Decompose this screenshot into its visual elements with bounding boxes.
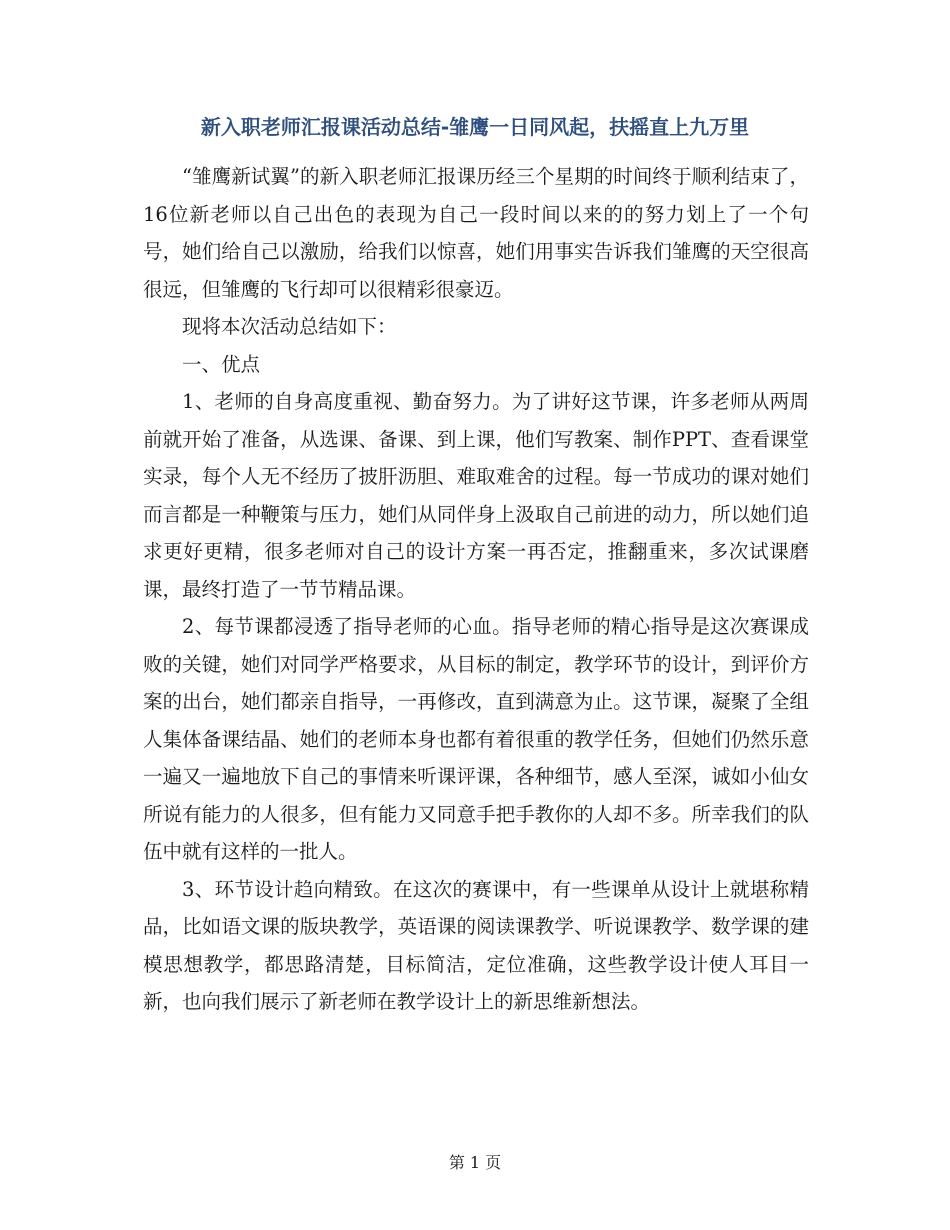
document-title: 新入职老师汇报课活动总结-雏鹰一日同风起，扶摇直上九万里 — [200, 115, 750, 139]
paragraph-summary-lead: 现将本次活动总结如下： — [182, 315, 397, 338]
section-heading-strengths: 一、优点 — [182, 352, 261, 376]
paragraph-point-3: 3、环节设计趋向精致。在这次的赛课中，有一些课单从设计上就堪称精品，比如语文课的版块教学，英语课的阅读课教学、听说课教学、数学课的建模思想教学，都思路清楚，目标简洁，定位准确，这些教学设计使人耳目一新，也向我们展示了新老师在教学设计上的新思维新想法。 — [143, 877, 809, 1013]
document-body — [143, 158, 809, 1021]
paragraph-point-2: 2、每节课都浸透了指导老师的心血。指导老师的精心指导是这次赛课成败的关键，她们对同学严格要求，从目标的制定，教学环节的设计，到评价方案的出台，她们都亲自指导，一再修改，直到满意为止。这节课，凝聚了全组人集体备课结晶、她们的老师本身也都有着很重的教学任务，但她们仍然乐意一遍又一遍地放下自己的事情来听课评课，各种细节，感人至深，诚如小仙女所说有能力的人很多，但有能力又同意手把手教你的人却不多。所幸我们的队伍中就有这样的一批人。 — [143, 615, 809, 863]
paragraph-point-1: 1、老师的自身高度重视、勤奋努力。为了讲好这节课，许多老师从两周前就开始了准备，从选课、备课、到上课，他们写教案、制作PPT、查看课堂实录，每个人无不经历了披肝沥胆、难取难舍的过程。每一节成功的课对她们而言都是一种鞭策与压力，她们从同伴身上汲取自己前进的动力，所以她们追求更好更精，很多老师对自己的设计方案一再否定，推翻重来，多次试课磨课，最终打造了一节节精品课。 — [143, 390, 809, 601]
page-number: 第 1 页 — [448, 1153, 502, 1172]
paragraph-intro: “雏鹰新试翼”的新入职老师汇报课历经三个星期的时间终于顺利结束了，16位新老师以自己出色的表现为自己一段时间以来的的努力划上了一个句号，她们给自己以激励，给我们以惊喜，她们用事实告诉我们雏鹰的天空很高很远，但雏鹰的飞行却可以很精彩很豪迈。 — [143, 165, 809, 301]
